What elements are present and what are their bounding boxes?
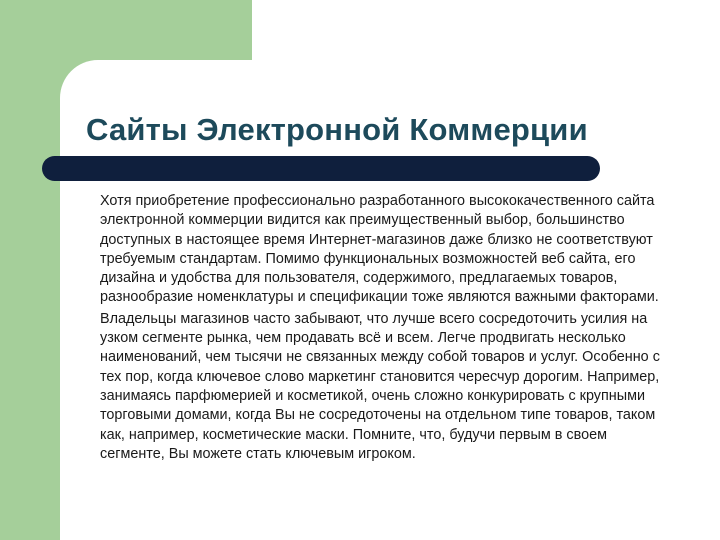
- title-underline-bar: [42, 156, 600, 181]
- paragraph-1: Хотя приобретение профессионально разработанного высококачественного сайта электронной коммерции видится как преимущественный выбор, большинство доступных в настоящее время Интернет-магазинов даже близко не соответствуют требуемым стандартам. Помимо функциональных возможностей веб сайта, его дизайна и удобства для пользователя, содержимого, предлагаемых товаров, разнообразие номенклатуры и спецификации тоже являются важными факторами.: [100, 193, 659, 306]
- paragraph-2: Владельцы магазинов часто забывают, что лучше всего сосредоточить усилия на узком сегменте рынка, чем продавать всё и всем. Легче продвигать несколько наименований, чем тысячи не связанных между собой товаров и услуг. Особенно с тех пор, когда ключевое слово маркетинг становится чересчур дорогим. Например, занимаясь парфюмерией и косметикой, очень сложно конкурировать с крупными торговыми домами, когда Вы не сосредоточены на отдельном типе товаров, таком как, например, косметические маски. Помните, что, будучи первым в своем сегменте, Вы можете стать ключевым игроком.: [100, 310, 660, 462]
- slide-body: [100, 192, 660, 466]
- slide-title: Сайты Электронной Коммерции: [86, 112, 588, 147]
